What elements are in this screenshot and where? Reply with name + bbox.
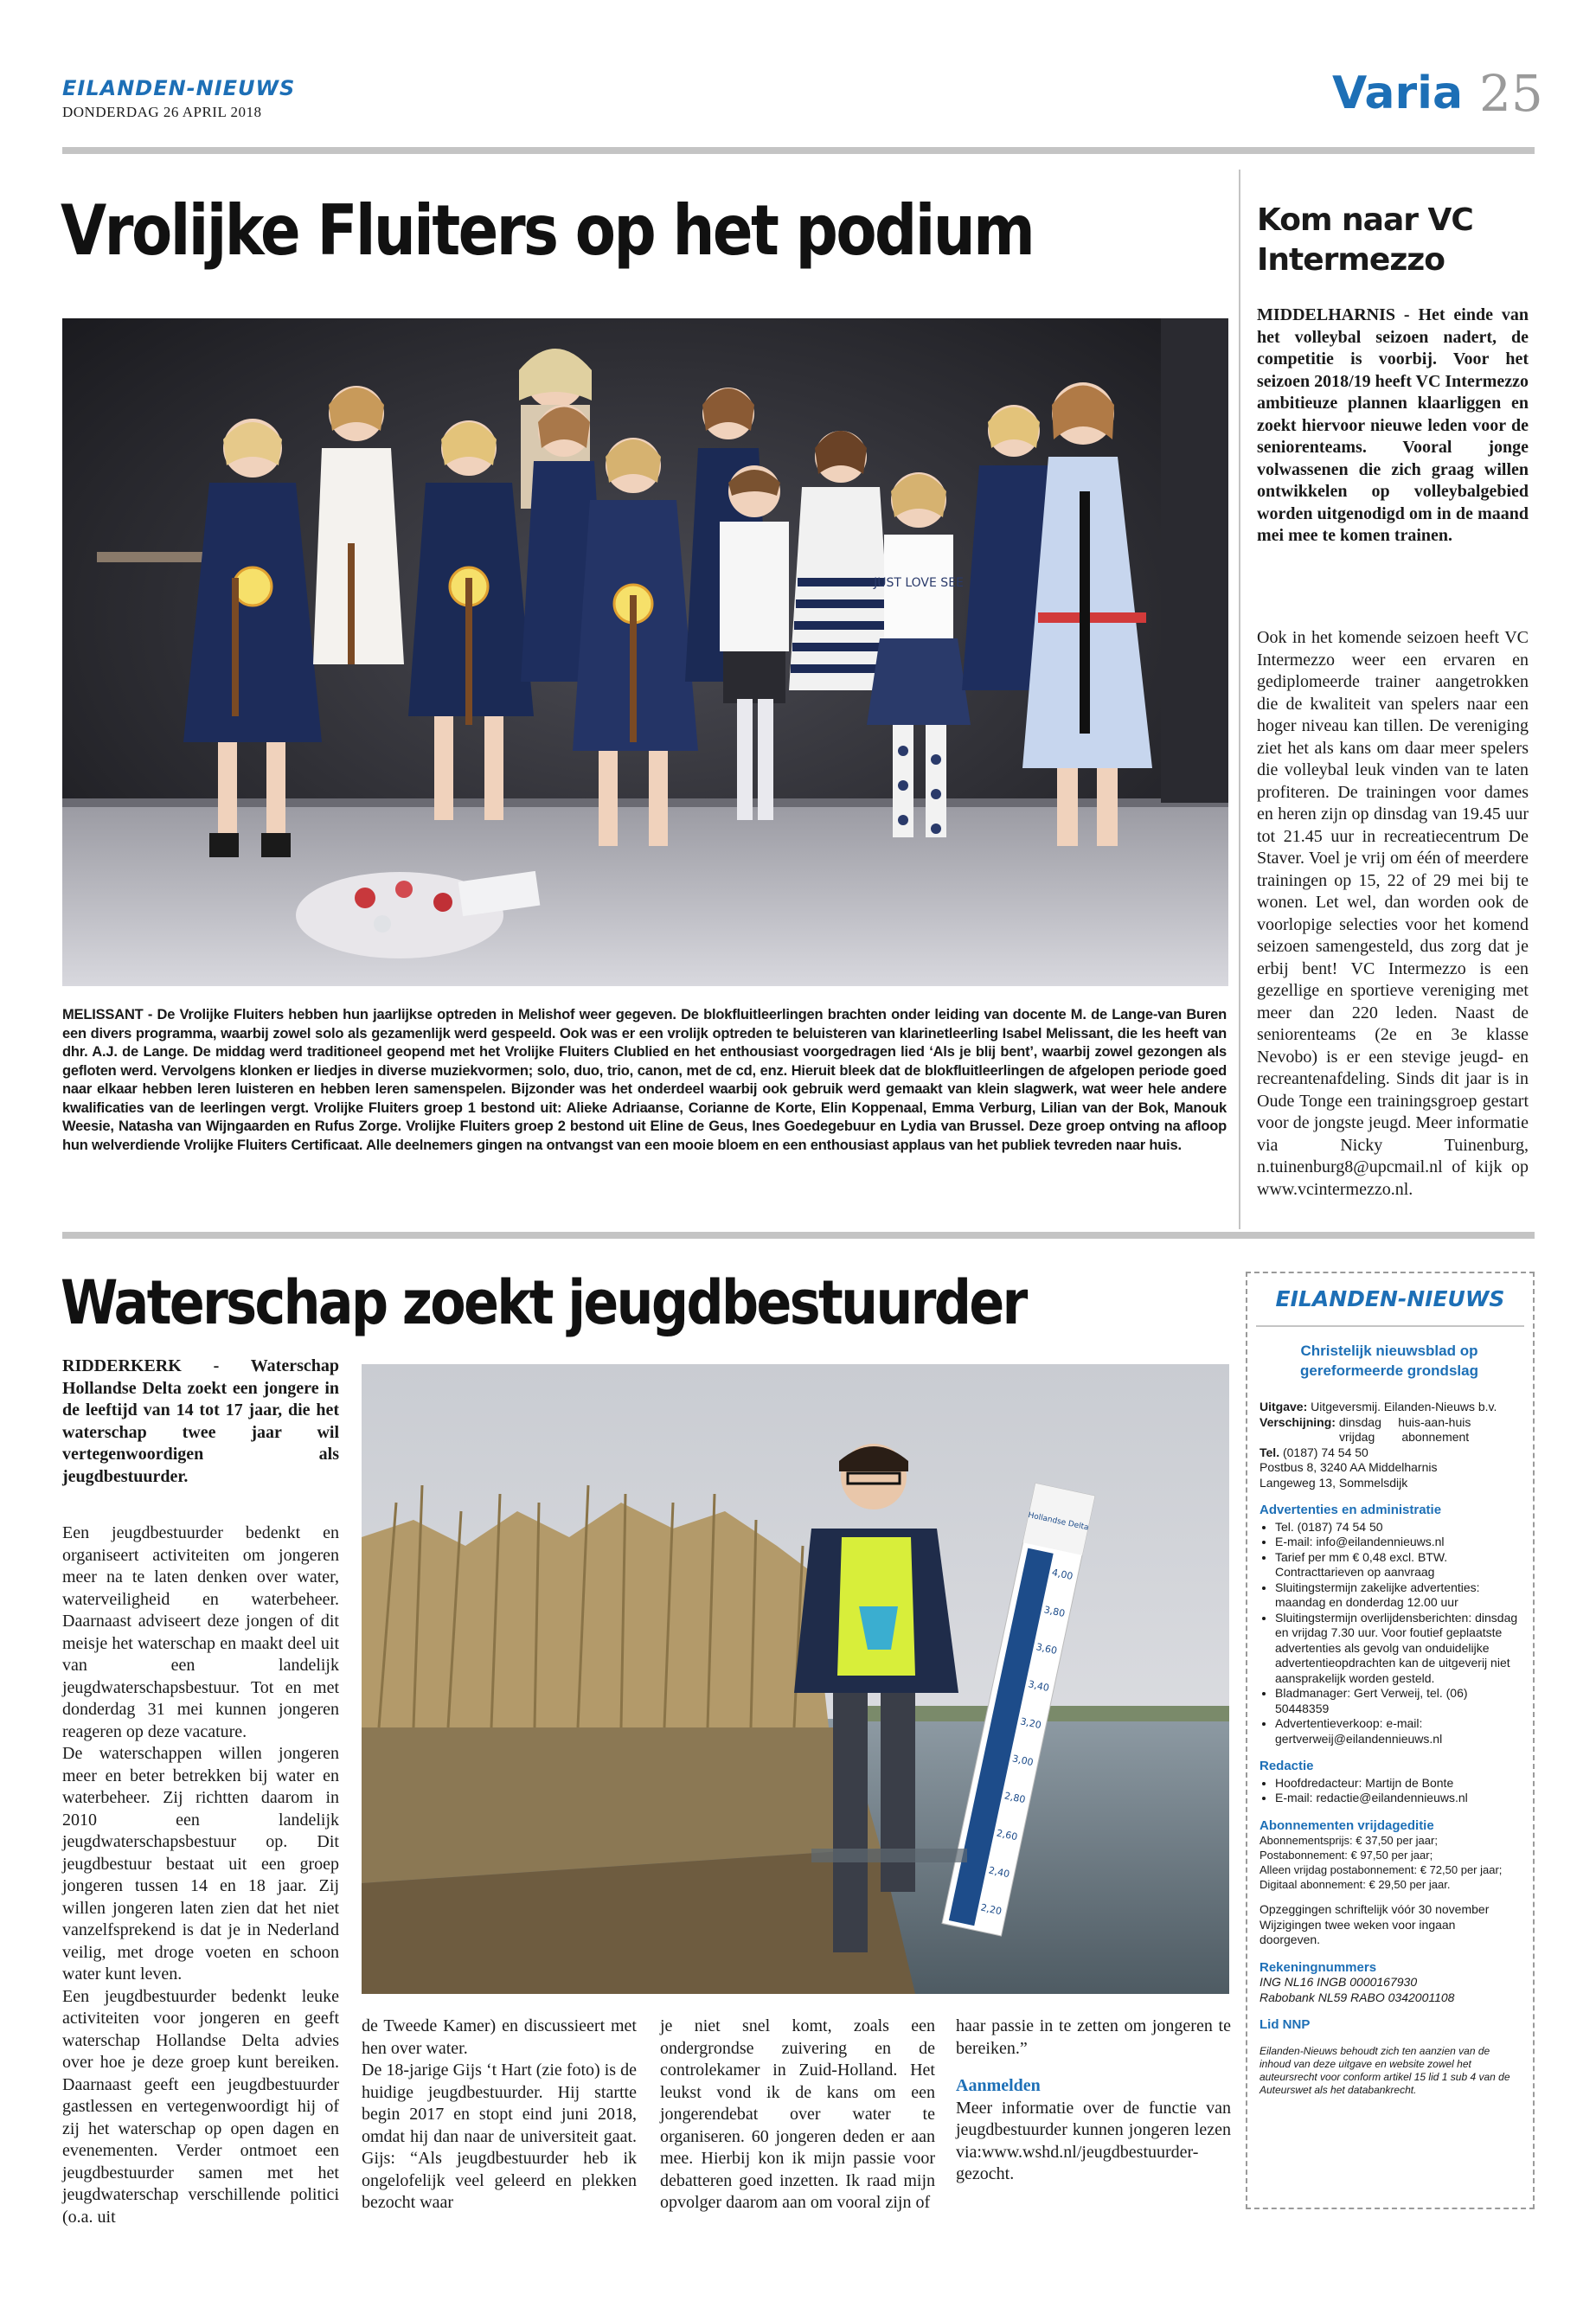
gauge-label-1: 3,80 bbox=[1042, 1604, 1067, 1620]
gauge-label-0: 4,00 bbox=[1050, 1567, 1074, 1582]
body-col2-p1: de Tweede Kamer) en discussieert met hen over water. bbox=[362, 2016, 637, 2058]
photo-children-recorders bbox=[62, 318, 1228, 986]
gauge-sign: Hollandse Delta bbox=[1027, 1510, 1090, 1533]
gauge-label-3: 3,40 bbox=[1027, 1678, 1051, 1695]
tel-label: Tel. bbox=[1259, 1445, 1280, 1459]
body-col2 bbox=[362, 2016, 637, 2214]
adv-item: • Advertentieverkoop: e-mail: gertverweij@eilandennieuws.nl bbox=[1275, 1716, 1519, 1747]
body-col1-p1: Een jeugdbestuurder bedenkt en organiseert activiteiten om jongeren meer na te laten denken over water, waterveiligheid en waterbeheer. Daarnaast adviseert deze jongen of dit meisje het waterschap en maakt deel uit van een landelijk jeugdwaterschapsbestuur. Tot en met donderdag 31 mei kunnen jongeren reageren op deze vacature. bbox=[62, 1523, 339, 1741]
abo-line: Postabonnement: € 97,50 per jaar; bbox=[1259, 1849, 1433, 1862]
column-divider bbox=[1239, 170, 1240, 1229]
colophon-tagline: Christelijk nieuwsblad op gereformeerde grondslag bbox=[1300, 1343, 1478, 1379]
gauge-label-4: 3,20 bbox=[1019, 1715, 1042, 1732]
body-col1-p2: De waterschappen willen jongeren meer en beter betrekken bij water en waterbeheer. Zij richtten daarom in 2010 een landelijk jeugdwaterschapsbestuur op. Dit jeugdbestuur bestaat uit een groep jongeren tussen 14 en 18 jaar. Zij willen jongeren laten zien dat het niet vanzelfsprekend is dat je in Nederland veilig, met droge voeten en schoon water kunt leven. bbox=[62, 1744, 339, 1984]
red-item: • E-mail: redactie@eilandennieuws.nl bbox=[1275, 1791, 1519, 1806]
colophon-adv-list bbox=[1259, 1520, 1519, 1747]
verschijning-label: Verschijning: bbox=[1259, 1414, 1336, 1429]
body-col3: je niet snel komt, zoals een ondergrondse zuivering en de controlekamer in Zuid-Holland. Het leukst vond ik de kans om een jongerendebat over water te organiseren. 60 jongeren deden er aan mee. Hierbij kon ik mijn passie voor debatteren goed inzetten. Ik raad mijn opvolger daarom aan om vooral zijn of bbox=[660, 2016, 935, 2212]
section-name: Varia bbox=[1332, 67, 1464, 119]
colophon-red-title: Redactie bbox=[1259, 1759, 1314, 1773]
colophon-uitgave bbox=[1259, 1400, 1519, 1415]
adv-item: • Sluitingstermijn zakelijke advertenties: maandag en donderdag 12.00 uur bbox=[1275, 1580, 1519, 1611]
body-vc-intermezzo: Ook in het komende seizoen heeft VC Intermezzo weer een ervaren en gediplomeerde trainer aangetrokken die de kwaliteit van spelers naar een hoger niveau kan tillen. De vereniging ziet het als kans om daar meer spelers die volleybal leuk vinden van te laten profiteren. De trainingen voor dames en heren zijn op dinsdag van 19.45 uur tot 21.45 uur in recreatiecentrum De Staver. Voel je vrij om één of meerdere trainingen op 15, 22 of 29 mei bij te wonen. Let wel, dan worden ook de voorlopige selecties voor het komend seizoen samengesteld, dus zorg dat je erbij bent! VC Intermezzo is een gezellige en sportieve vereniging met meer dan 220 leden. Naast de seniorenteams (2e en 3e klasse Nevobo) is er een stevige jeugd- en recreantenafdeling. Sinds dit jaar is in Oude Tonge een trainingsgroep gestart voor de jongste jeugd. Meer informatie via Nicky Tuinenburg, n.tuinenburg8@upcmail.nl of kijk op www.vcintermezzo.nl. bbox=[1257, 628, 1529, 1199]
abo-line: Alleen vrijdag postabonnement: € 72,50 per jaar; bbox=[1259, 1863, 1503, 1876]
gauge-label-2: 3,60 bbox=[1035, 1641, 1059, 1657]
adv-item: • Bladmanager: Gert Verweij, tel. (06) 50448359 bbox=[1275, 1686, 1519, 1716]
lead-waterschap: RIDDERKERK - Waterschap Hollandse Delta zoekt een jongere in de leeftijd van 14 tot 17 jaar, die het waterschap twee jaar wil vertegenwoordigen als jeugdbestuurder. bbox=[62, 1356, 339, 1486]
body-col4 bbox=[956, 2016, 1231, 2186]
adv-item: • Tarief per mm € 0,48 excl. BTW. Contracttarieven op aanvraag bbox=[1275, 1550, 1519, 1580]
uitgave-label: Uitgave: bbox=[1259, 1400, 1308, 1413]
adv-item: • E-mail: info@eilandennieuws.nl bbox=[1275, 1535, 1519, 1550]
body-col1-part1 bbox=[62, 1522, 339, 2228]
red-item: • Hoofdredacteur: Martijn de Bonte bbox=[1275, 1776, 1519, 1791]
colophon-rek-title: Rekeningnummers bbox=[1259, 1959, 1377, 1975]
colophon-verschijning bbox=[1259, 1415, 1519, 1431]
gauge-label-7: 2,60 bbox=[995, 1827, 1019, 1843]
uitgave-value: Uitgeversmij. Eilanden-Nieuws b.v. bbox=[1311, 1400, 1497, 1413]
body-col4-p2: Meer informatie over de functie van jeugdbestuurder kunnen jongeren lezen via:www.wshd.nl/jeugdbestuurder-gezocht. bbox=[956, 2098, 1231, 2183]
masthead: EILANDEN-NIEUWS bbox=[62, 76, 296, 100]
shirt-text: JUST LOVE SEE bbox=[874, 576, 964, 590]
verschijning-1: dinsdag huis-aan-huis bbox=[1338, 1414, 1471, 1429]
photo-caption-melissant: MELISSANT - De Vrolijke Fluiters hebben hun jaarlijkse optreden in Melishof weer gegeven. De blokfluitleerlingen brachten onder leiding van docente M. de Lange-van Buren een divers programma, waarbij zowel solo als gezamenlijk werd gespeeld. Ook was er een vrolijk optreden te beluisteren van klarinetleerling Isabel Melissant, die les heeft van dhr. A.J. de Lange. De middag werd traditioneel geopend met het Vrolijke Fluiters Clublied en het enthousiast voorgedragen lied ‘Als je blij bent’, waarbij zowel gezongen als gefloten werd. Vervolgens klonken er liedjes in diverse muziekvormen; solo, duo, trio, canon, met de cd, enz. Hieruit bleek dat de blokfluitleerlingen de afgelopen periode goed naar elkaar hebben leren luisteren en hebben leren samenspelen. Bijzonder was het onderdeel waarbij ook gebruik werd gemaakt van klein slagwerk, wat weer hele andere kwalificaties van de leerlingen vergt. Vrolijke Fluiters groep 1 bestond uit: Alieke Adriaanse, Corianne de Korte, Elin Koppenaal, Emma Verburg, Lilian van der Bok, Manouk Weesie, Natasha van Wijngaarden en Rufus Zorge. Vrolijke Fluiters groep 2 bestond uit Eline de Geus, Ines Goedegebuur en Lydia van Brussel. Deze groep ontving na afloop hun welverdiende Vrolijke Fluiters Certificaat. Alle deelnemers gingen na ontvangst van een mooie bloem en een enthousiast applaus van het publiek tevreden naar huis. bbox=[62, 1007, 1227, 1153]
colophon-adv-title: Advertenties en administratie bbox=[1259, 1503, 1442, 1517]
photo-jeugdbestuurder bbox=[362, 1364, 1229, 1994]
colophon-masthead-wrap bbox=[1247, 1273, 1533, 1324]
abo-line: Digitaal abonnement: € 29,50 per jaar. bbox=[1259, 1878, 1451, 1891]
colophon-abo-title: Abonnementen vrijdageditie bbox=[1259, 1817, 1434, 1833]
gauge-label-9: 2,20 bbox=[979, 1901, 1003, 1918]
gauge-label-8: 2,40 bbox=[987, 1864, 1011, 1881]
colophon-content bbox=[1259, 1341, 1519, 2097]
verschijning-2: vrijdag abonnement bbox=[1339, 1430, 1470, 1444]
colophon-tel bbox=[1259, 1445, 1519, 1461]
colophon-box bbox=[1246, 1272, 1535, 2209]
issue-date: DONDERDAG 26 APRIL 2018 bbox=[62, 104, 262, 120]
colophon-rek1: ING NL16 INGB 0000167930 bbox=[1259, 1975, 1418, 1989]
colophon-masthead: EILANDEN-NIEUWS bbox=[1275, 1285, 1505, 1311]
body-col4-p1: haar passie in te zetten om jongeren te bereiken.” bbox=[956, 2016, 1231, 2058]
colophon-red-list bbox=[1259, 1776, 1519, 1806]
adv-item: • Tel. (0187) 74 54 50 bbox=[1275, 1520, 1519, 1535]
colophon-rule bbox=[1256, 1325, 1524, 1327]
subheading-aanmelden: Aanmelden bbox=[956, 2076, 1041, 2095]
colophon-abo-lines bbox=[1259, 1833, 1519, 1892]
gauge-label-5: 3,00 bbox=[1011, 1753, 1035, 1769]
headline-vrolijke-fluiters: Vrolijke Fluiters op het podium bbox=[61, 190, 1034, 271]
photo-man-reeds-water-gauge bbox=[362, 1364, 1229, 1994]
colophon-address2: Langeweg 13, Sommelsdijk bbox=[1259, 1475, 1408, 1490]
colophon-address1: Postbus 8, 3240 AA Middelharnis bbox=[1259, 1460, 1438, 1474]
body-col2-p2: De 18-jarige Gijs ‘t Hart (zie foto) is de huidige jeugdbestuurder. Hij startte begin 2017 en stopt eind juni 2018, omdat hij dan naar de universiteit gaat. Gijs: “Als jeugdbestuurder heb ik ongelofelijk veel geleerd en plekken bezocht waar bbox=[362, 2061, 637, 2212]
lead-vc-intermezzo: MIDDELHARNIS - Het einde van het volleybal seizoen nadert, de competitie is voorbij. Voor het seizoen 2018/19 heeft VC Intermezzo ambitieuze plannen klaarliggen en zoekt hiervoor nieuwe leden voor de seniorenteams. Vooral jonge volwassenen die zich graag willen ontwikkelen op volleybalgebied worden uitgenodigd om in de maand mei mee te komen trainen. bbox=[1257, 305, 1529, 545]
section-rule bbox=[62, 1232, 1535, 1239]
headline-waterschap: Waterschap zoekt jeugdbestuurder bbox=[61, 1267, 1026, 1338]
page-number: 25 bbox=[1479, 64, 1543, 123]
colophon-nnp: Lid NNP bbox=[1259, 2017, 1311, 2032]
colophon-rek2: Rabobank NL59 RABO 0342001108 bbox=[1259, 1990, 1455, 2004]
body-col1-p3: Een jeugdbestuurder bedenkt leuke activiteiten voor jongeren en geeft waterschap Hollandse Delta advies over hoe je deze groep kunt bereiken. Daarnaast geeft een jeugdbestuurder gastlessen en vertegenwoordigt hij of zij het waterschap op open dagen en evenementen. Verder ontmoet een jeugdbestuurder samen met het jeugdwaterschap verschillende politici (o.a. uit bbox=[62, 1986, 339, 2227]
colophon-opzeg: Opzeggingen schriftelijk vóór 30 november Wijzigingen twee weken voor ingaan doorgeven. bbox=[1259, 1902, 1490, 1946]
colophon-legal: Eilanden-Nieuws behoudt zich ten aanzien van de inhoud van deze uitgave en website zowel het auteursrecht voor conform artikel 15 lid 1 sub 4 van de Auteurswet als het databankrecht. bbox=[1259, 2044, 1510, 2096]
tel-value: (0187) 74 54 50 bbox=[1282, 1445, 1368, 1459]
headline-vc-intermezzo: Kom naar VC Intermezzo bbox=[1257, 202, 1473, 278]
header-rule bbox=[62, 147, 1535, 154]
gauge-label-6: 2,80 bbox=[1003, 1790, 1027, 1806]
photo-vrolijke-fluiters bbox=[62, 318, 1228, 986]
adv-item: • Sluitingstermijn overlijdensberichten: dinsdag en vrijdag 7.30 uur. Voor foutief geplaatste advertenties als gevolg van onduidelijke advertentieopdrachten kan de uitgeverij niet aansprakelijk worden gesteld. bbox=[1275, 1611, 1519, 1687]
abo-line: Abonnementsprijs: € 37,50 per jaar; bbox=[1259, 1834, 1438, 1847]
